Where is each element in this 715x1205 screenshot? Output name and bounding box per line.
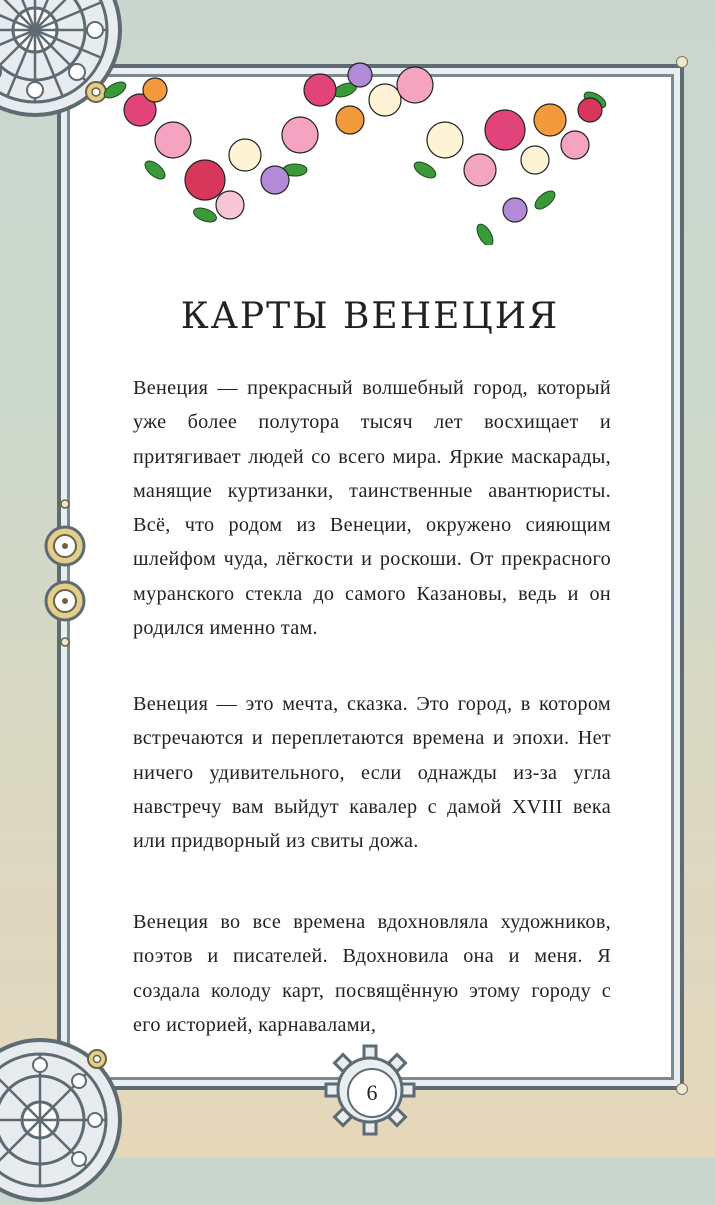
flower-garland: [95, 30, 625, 245]
gear-ornament-icon: [86, 1048, 108, 1070]
paragraph: Венеция — прекрасный волшебный город, который уже более полутора тысяч лет восхищает и притягивает людей со всего мира. Яркие маскарады, манящие куртизанки, таинственные авантюристы. Всё, что родом из Венеции, окружено сияющим шлейфом чуда, лёгкости и роскоши. От прекрасного муранского стекла до самого Казановы, ведь и он родился именно там.: [133, 377, 611, 640]
page-number: 6: [347, 1068, 397, 1118]
paragraph: Венеция — это мечта, сказка. Это город, в котором встречаются и переплетаются времена и эпохи. Нет ничего удивительного, если однажды из-за угла навстречу вам выйдут кавалер с дамой XVIII века или придворный из свиты дожа.: [133, 693, 611, 853]
corner-stud-icon: [676, 56, 688, 68]
quatrefoil-ornament-icon: [40, 498, 90, 648]
corner-stud-icon: [676, 1083, 688, 1095]
paragraph: Венеция во все времена вдохновляла художников, поэтов и писателей. Вдохновила она и меня. Я создала колоду карт, посвящённую этому городу с его историей, карнавалами,: [133, 911, 611, 1036]
page-title: КАРТЫ ВЕНЕЦИЯ: [180, 296, 560, 337]
